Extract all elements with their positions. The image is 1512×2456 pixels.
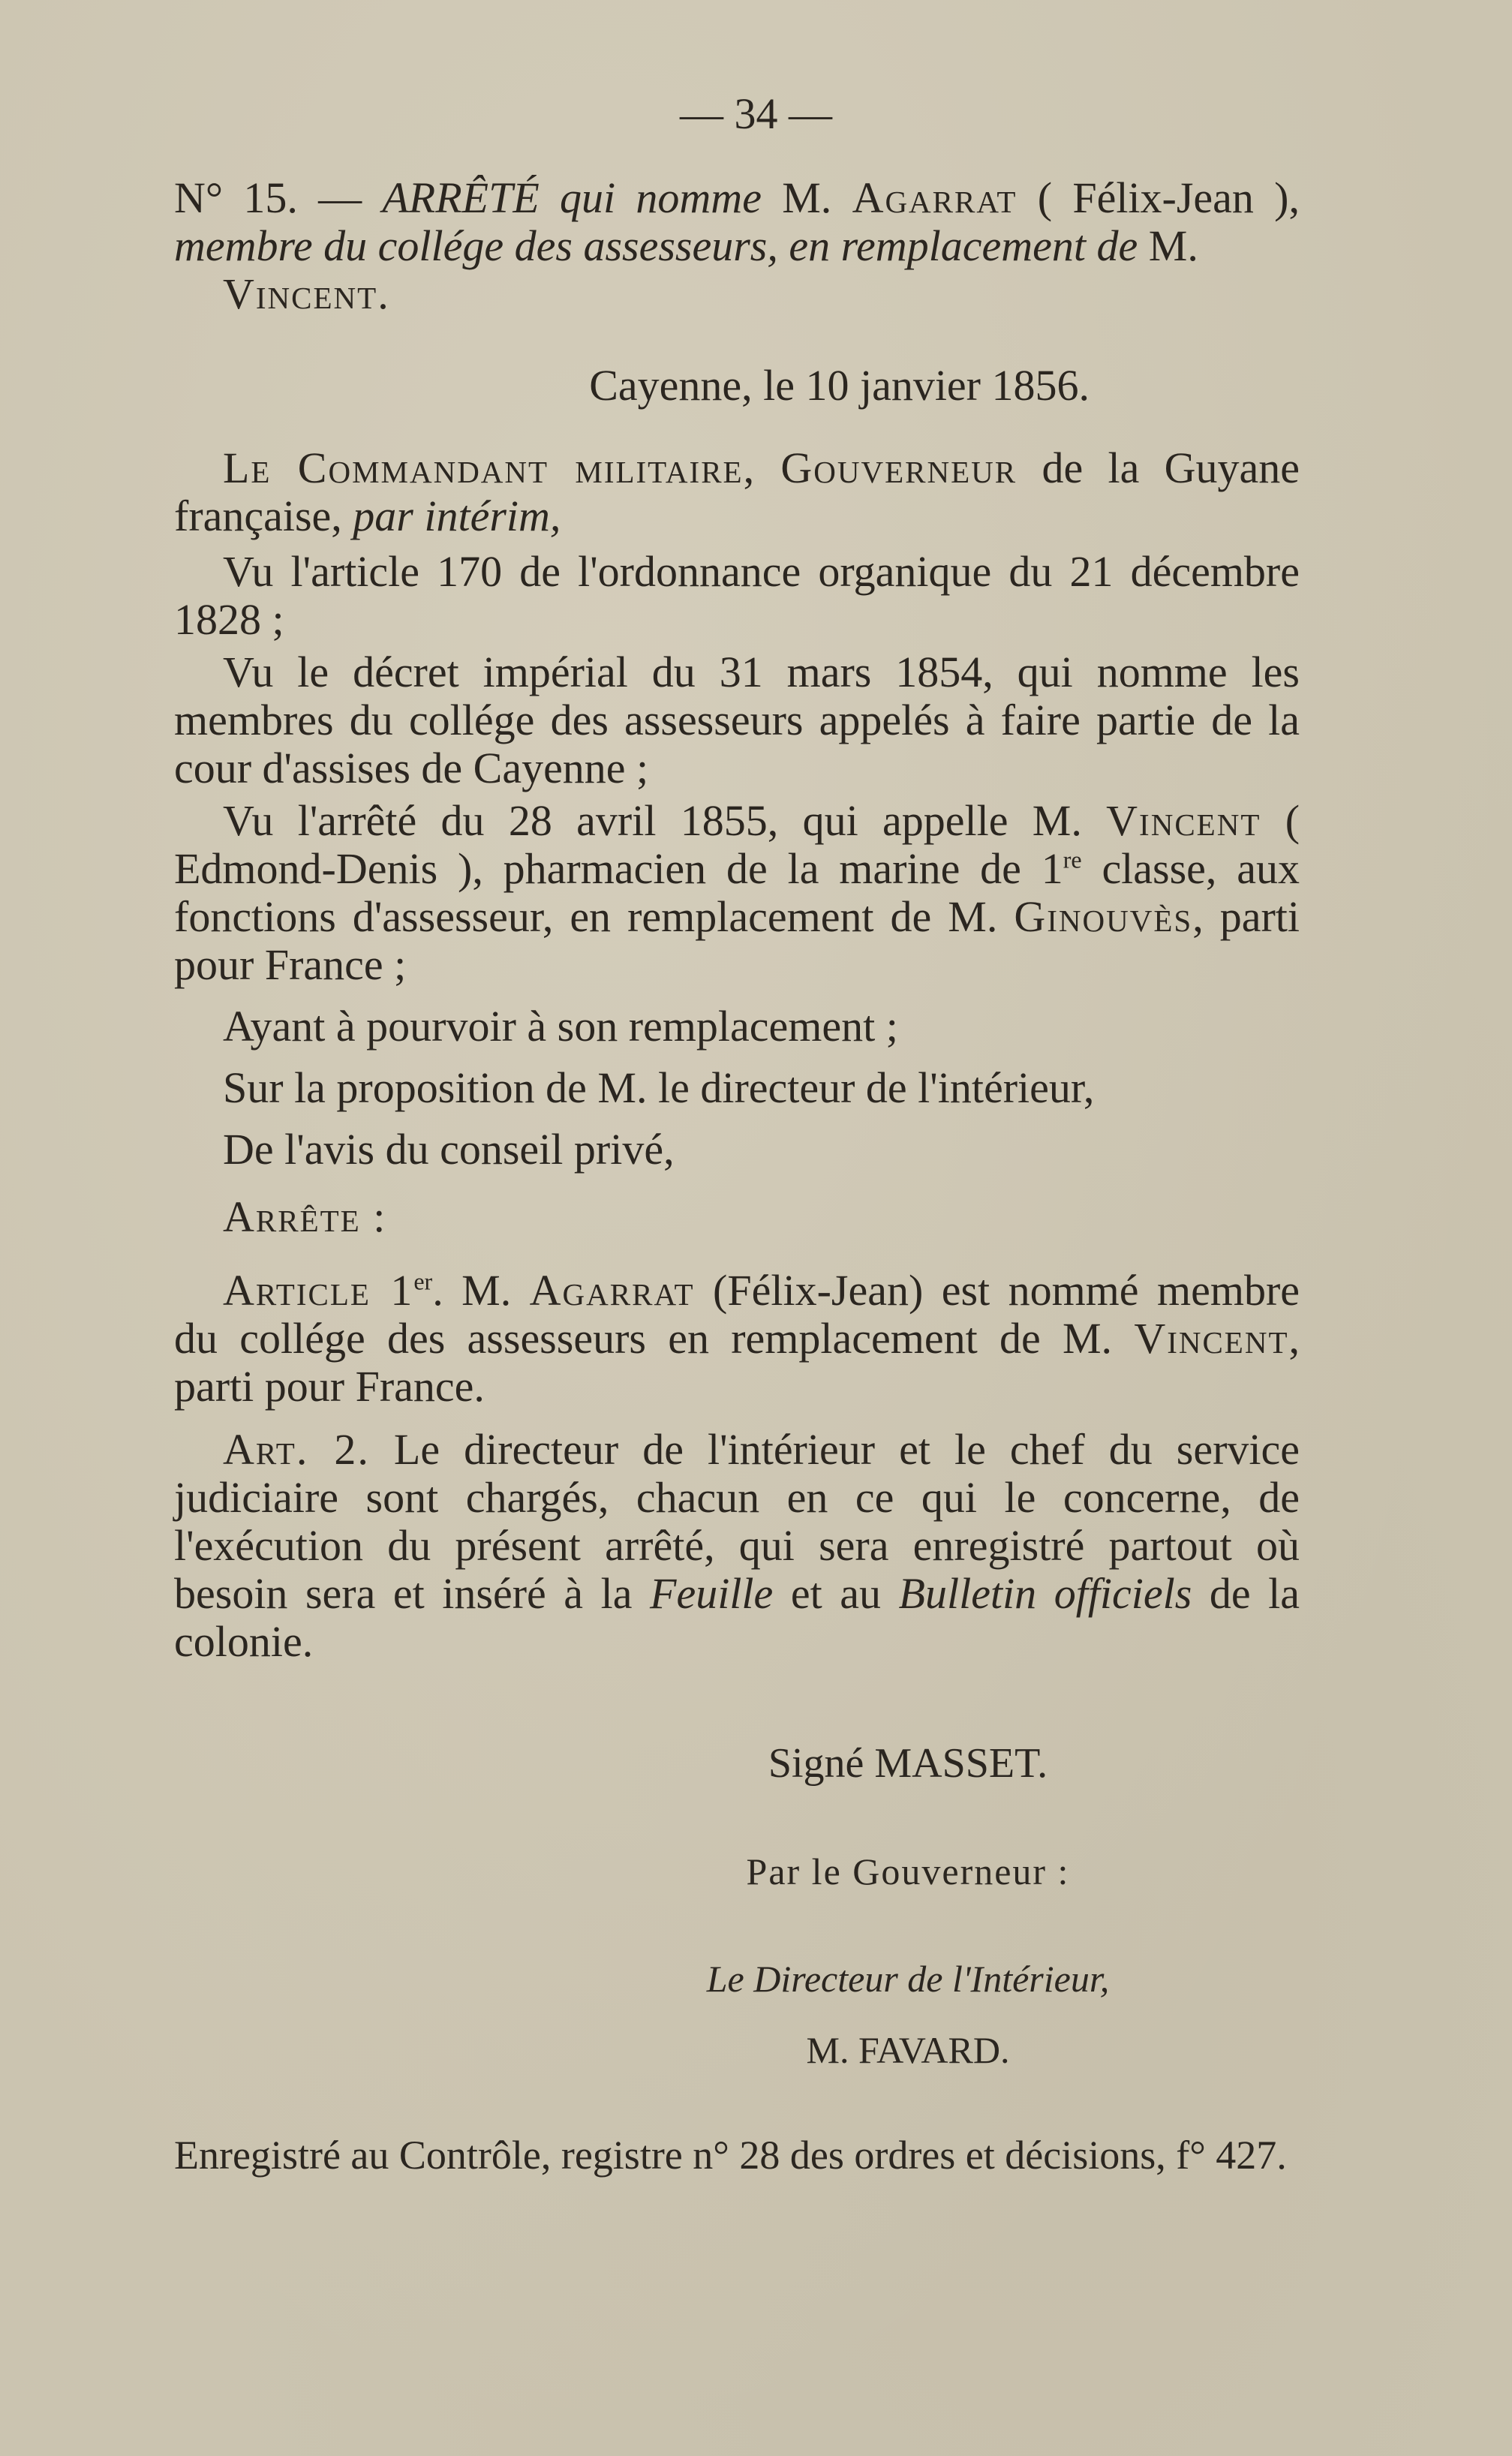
intro-gouverneur: Gouverneur (780, 443, 1018, 492)
sur-paragraph: Sur la proposition de M. le directeur de l'intérieur, (223, 1063, 1095, 1112)
vu-arrete-ginouves: Ginouvès (1014, 892, 1193, 941)
place-date: Cayenne, le 10 janvier 1856. (589, 361, 1090, 410)
document-body (174, 444, 1300, 1666)
ayant-paragraph: Ayant à pourvoir à son remplacement ; (223, 1002, 898, 1051)
article-1-label: Article 1 (223, 1266, 414, 1315)
article-2-label: Art. 2. (223, 1425, 370, 1474)
par-le-gouverneur: Par le Gouverneur : (746, 1850, 1070, 1892)
vu-arrete-b: ( Edmond-Denis ), pharmacien de la marine de 1 (174, 796, 1300, 893)
article-2-bulletin: Bulletin officiels (898, 1569, 1192, 1618)
heading-vincent: Vincent. (223, 269, 390, 318)
vu-arrete-c: classe, aux fonctions d'assesseur, en remplacement de M. (174, 844, 1300, 941)
arrete-label: Arrête : (223, 1192, 387, 1241)
article-2-et-au: et au (790, 1569, 881, 1618)
vu-arrete-d: , parti pour France ; (174, 892, 1300, 989)
intro-commandant: Le Commandant militaire, (223, 443, 756, 492)
heading-membre: membre du collége des assesseurs, en remplacement de (174, 221, 1138, 270)
article-2-b: de la colonie. (174, 1569, 1300, 1666)
heading-name-rest: ( Félix-Jean ), (1037, 173, 1300, 222)
article-2 (174, 1426, 1300, 1666)
heading-number: N° 15. — (174, 173, 362, 222)
article-1-sup: er (413, 1267, 433, 1295)
heading-m2: M. (1148, 221, 1198, 270)
article-1-c: , parti pour France. (174, 1314, 1300, 1411)
article-2-feuille: Feuille (650, 1569, 774, 1618)
heading-name: Agarrat (852, 173, 1018, 222)
article-1 (174, 1267, 1300, 1411)
footer-enregistre: Enregistré au Contrôle, registre n° 28 des ordres et décisions, f° 427. (174, 2133, 1287, 2178)
vu-ordonnance: Vu l'article 170 de l'ordonnance organique du 21 décembre 1828 ; (174, 547, 1300, 644)
article-1-vincent: Vincent (1134, 1314, 1289, 1363)
intro-rest: de la Guyane française, (174, 443, 1300, 540)
le-directeur: Le Directeur de l'Intérieur, (706, 1958, 1110, 2000)
signe-masset: Signé MASSET. (768, 1740, 1048, 1787)
vu-arrete-a: Vu l'arrêté du 28 avril 1855, qui appelle M. (223, 796, 1082, 845)
m-favard: M. FAVARD. (806, 2029, 1010, 2071)
article-2-a: Le directeur de l'intérieur et le chef du service judiciaire sont chargés, chacun en ce qui le concerne, de l'exécution du présent arrêté, qui sera enregistré partout où besoin sera et inséré à la (174, 1425, 1300, 1618)
vu-arrete-sup: re (1063, 846, 1082, 873)
vu-arrete (174, 797, 1300, 989)
intro-paragraph (174, 444, 1300, 540)
avis-paragraph: De l'avis du conseil privé, (223, 1125, 675, 1174)
heading-arrete: ARRÊTÉ (382, 173, 540, 222)
heading-m: M. (782, 173, 832, 222)
vu-arrete-vincent: Vincent (1106, 796, 1261, 845)
document-heading (174, 174, 1300, 318)
page-number: — 34 — (680, 89, 832, 138)
intro-par-interim: par intérim, (353, 492, 561, 540)
heading-qui-nomme: qui nomme (560, 173, 762, 222)
vu-decret: Vu le décret impérial du 31 mars 1854, qui nomme les membres du collége des assesseurs appelés à faire partie de la cour d'assises de Cayenne ; (174, 648, 1300, 792)
article-1-b: (Félix-Jean) est nommé membre du collége des assesseurs en remplacement de M. (174, 1266, 1300, 1363)
article-1-a: . M. (432, 1266, 512, 1315)
article-1-agarrat: Agarrat (529, 1266, 695, 1315)
